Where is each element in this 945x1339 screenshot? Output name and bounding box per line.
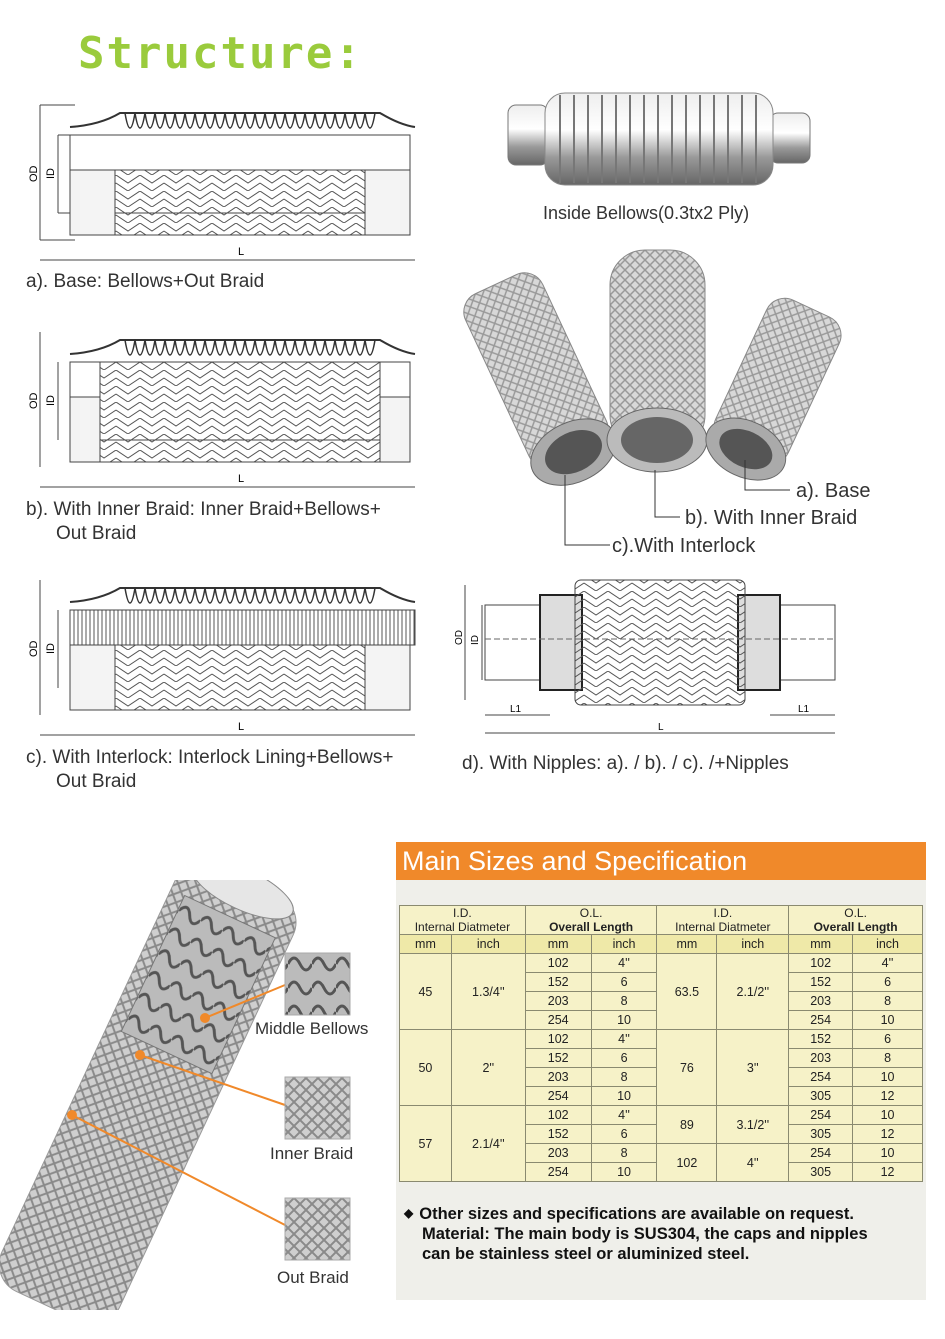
table-row: 45 1.3/4'' 102 4'' 63.5 2.1/2'' 102 4'': [400, 954, 923, 973]
table-row: 57 2.1/4'' 102 4'' 89 3.1/2'' 254 10: [400, 1106, 923, 1125]
label-interlock: c).With Interlock: [612, 535, 756, 557]
length-label: L: [658, 722, 664, 733]
od-label: OD: [454, 630, 465, 645]
unit-cell: mm: [400, 935, 452, 954]
spec-note: [404, 1203, 924, 1264]
spec-table: [399, 905, 923, 1182]
length-label: L: [238, 721, 245, 733]
l1-label: L1: [798, 704, 810, 715]
callout-out-braid: Out Braid: [277, 1268, 349, 1287]
table-row: 203 8 102 4'' 254 10: [400, 1144, 923, 1163]
table-row: 254 10 305 12: [400, 1087, 923, 1106]
cutaway-photo: [0, 880, 390, 1310]
ol-header: O.L. Overall Length: [789, 906, 923, 935]
l1-label: L1: [510, 704, 522, 715]
od-label: OD: [28, 165, 40, 182]
caption-base: a). Base: Bellows+Out Braid: [26, 271, 265, 292]
unit-cell: inch: [853, 935, 923, 954]
caption-interlock: [26, 746, 394, 794]
caption-line: c). With Interlock: Interlock Lining+Bellows+: [26, 747, 394, 768]
unit-cell: inch: [591, 935, 657, 954]
page-title: Structure:: [78, 28, 363, 79]
od-label: OD: [28, 640, 40, 657]
id-label: ID: [45, 643, 57, 654]
bellows-photo: [500, 85, 820, 195]
diagram-base: [20, 95, 420, 270]
diamond-icon: ◆: [404, 1206, 414, 1220]
id-header: I.D. Internal Diatmeter: [400, 906, 526, 935]
table-row: 203 8 203 8: [400, 992, 923, 1011]
note-line: Material: The main body is SUS304, the caps and nipples: [422, 1225, 868, 1243]
unit-cell: mm: [789, 935, 853, 954]
caption-inner-braid: [26, 498, 381, 546]
label-inner-braid: b). With Inner Braid: [685, 507, 858, 529]
unit-cell: mm: [525, 935, 591, 954]
caption-nipples: d). With Nipples: a). / b). / c). /+Nipples: [462, 753, 789, 774]
caption-line: Out Braid: [56, 771, 137, 792]
diagram-inner-braid: [20, 322, 420, 497]
table-row: 152 6 152 6: [400, 973, 923, 992]
unit-cell: inch: [451, 935, 525, 954]
table-row: 254 10 305 12: [400, 1163, 923, 1182]
table-row: 152 6 203 8: [400, 1049, 923, 1068]
note-line: Other sizes and specifications are available on request.: [419, 1205, 854, 1223]
diagram-nipples: [440, 575, 840, 745]
caption-line: Out Braid: [56, 523, 137, 544]
table-row: 152 6 305 12: [400, 1125, 923, 1144]
id-label: ID: [470, 635, 481, 645]
table-row: 254 10 254 10: [400, 1011, 923, 1030]
id-label: ID: [45, 395, 57, 406]
id-label: ID: [45, 168, 57, 179]
spec-header: Main Sizes and Specification: [396, 842, 926, 880]
note-line: can be stainless steel or aluminized steel.: [422, 1245, 750, 1263]
caption-line: b). With Inner Braid: Inner Braid+Bellows+: [26, 499, 381, 520]
table-row: 50 2'' 102 4'' 76 3'' 152 6: [400, 1030, 923, 1049]
ol-header: O.L. Overall Length: [525, 906, 657, 935]
unit-cell: mm: [657, 935, 717, 954]
label-base: a). Base: [796, 480, 871, 502]
callout-inner-braid: Inner Braid: [270, 1144, 354, 1163]
id-header: I.D. Internal Diatmeter: [657, 906, 789, 935]
od-label: OD: [28, 392, 40, 409]
unit-cell: inch: [717, 935, 789, 954]
length-label: L: [238, 473, 245, 485]
diagram-interlock: [20, 570, 420, 745]
length-label: L: [238, 246, 245, 258]
bellows-caption: Inside Bellows(0.3tx2 Ply): [543, 203, 750, 223]
table-row: 203 8 254 10: [400, 1068, 923, 1087]
callout-middle-bellows: Middle Bellows: [255, 1019, 369, 1038]
